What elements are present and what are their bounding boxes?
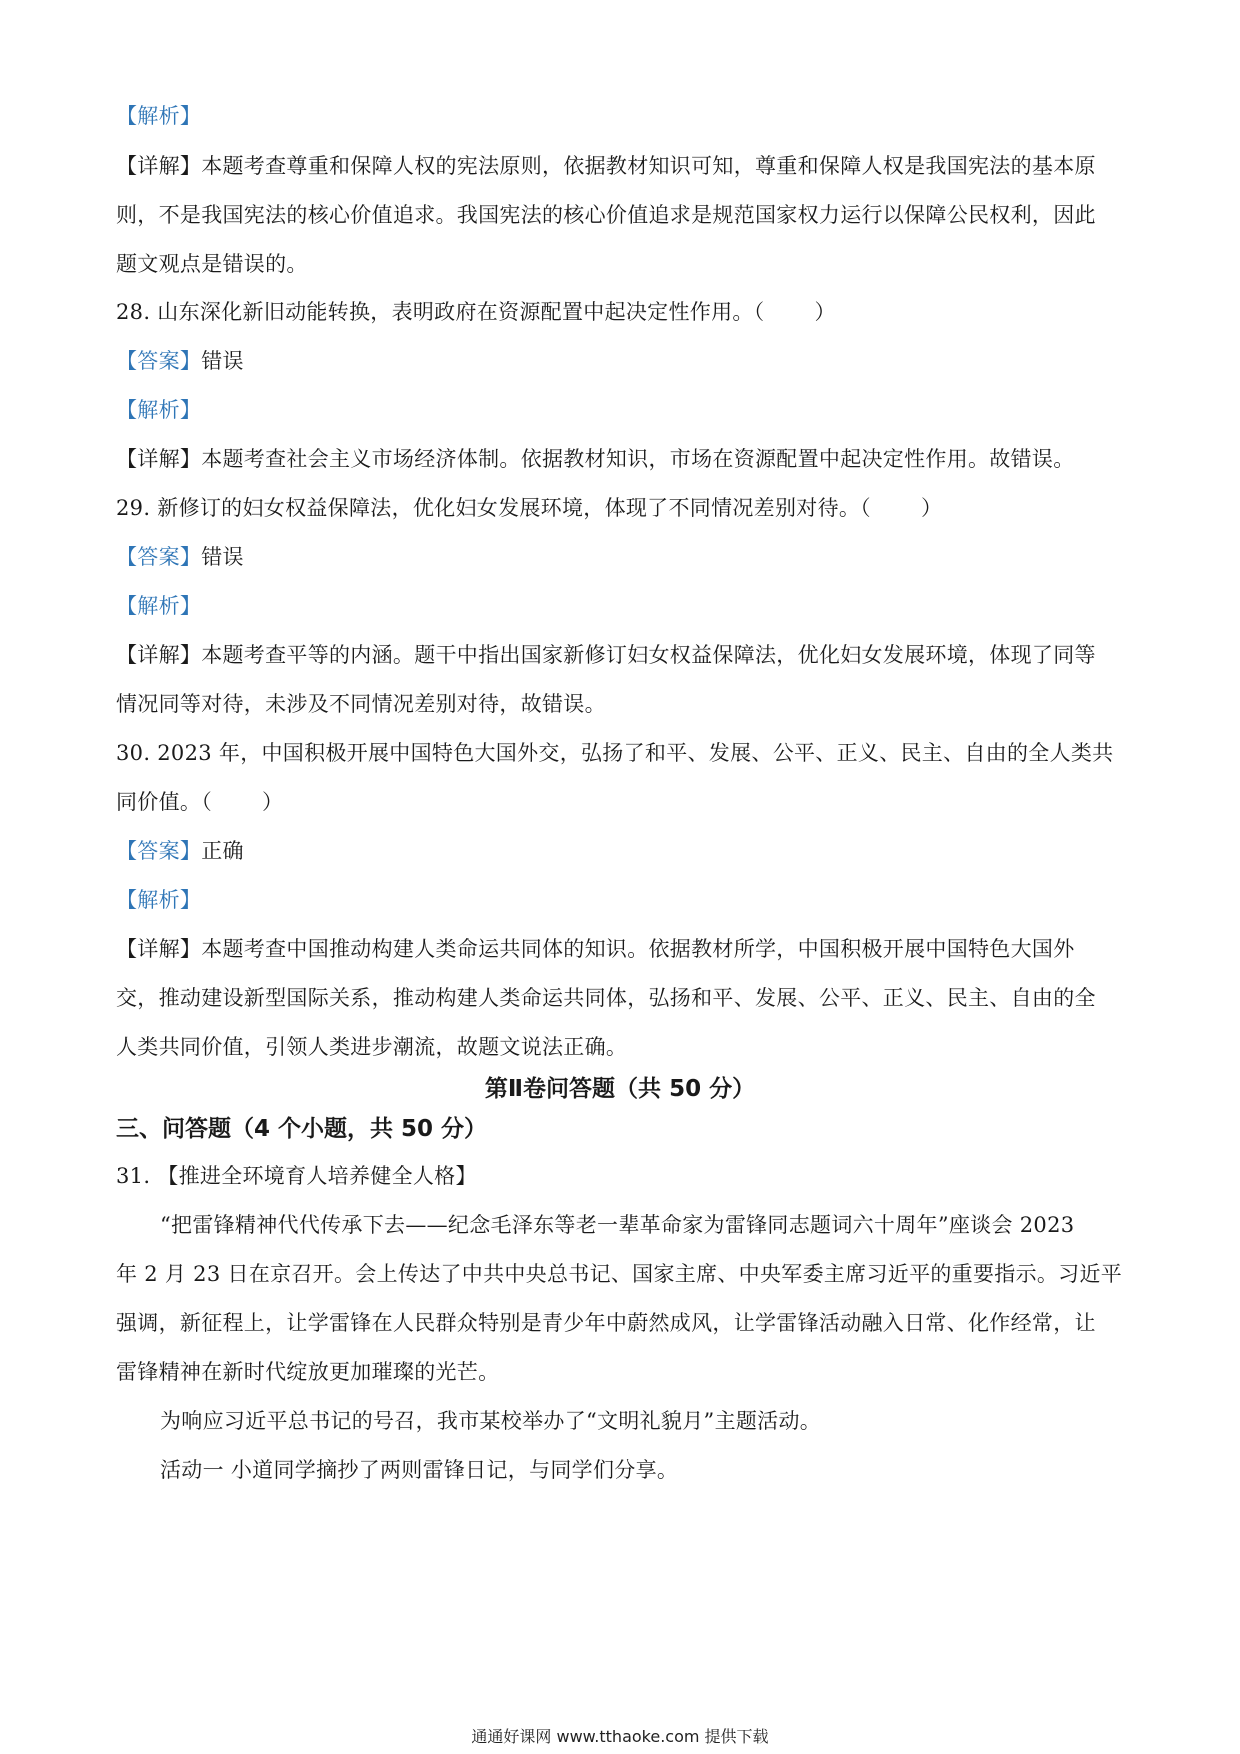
q29-analysis-tag: 【解析】 — [116, 594, 202, 618]
answer-value: 正确 — [201, 839, 244, 863]
detail-tag: 【详解】 — [116, 643, 202, 667]
answer-value: 错误 — [201, 349, 244, 373]
answer-tag: 【答案】 — [116, 839, 202, 863]
q30-question-line: 同价值。（ ） — [116, 790, 284, 814]
part2-title: 第Ⅱ卷问答题（共 50 分） — [484, 1076, 756, 1102]
q30-answer — [116, 836, 244, 866]
q30-detail-line: 交，推动建设新型国际关系，推动构建人类命运共同体，弘扬和平、发展、公平、正义、民主、自由的全 — [116, 986, 1096, 1010]
q28-answer — [116, 346, 244, 376]
q27-detail-line: 【详解】本题考查尊重和保障人权的宪法原则，依据教材知识可知，尊重和保障人权是我国宪法的基本原 — [116, 154, 1096, 178]
answer-value: 错误 — [201, 545, 244, 569]
q31-material-line: 年 2 月 23 日在京召开。会上传达了中共中央总书记、国家主席、中央军委主席习近平的重要指示。习近平 — [116, 1262, 1123, 1286]
q31-material-line: 强调，新征程上，让学雷锋在人民群众特别是青少年中蔚然成风，让学雷锋活动融入日常、化作经常，让 — [116, 1311, 1096, 1335]
q31-activity1: 活动一 小道同学摘抄了两则雷锋日记，与同学们分享。 — [160, 1458, 679, 1482]
q30-analysis-tag: 【解析】 — [116, 888, 202, 912]
q30-detail-line: 【详解】本题考查中国推动构建人类命运共同体的知识。依据教材所学，中国积极开展中国特色大国外 — [116, 937, 1075, 961]
q29-question: 29. 新修订的妇女权益保障法，优化妇女发展环境，体现了不同情况差别对待。（ ） — [116, 496, 943, 520]
detail-tag: 【详解】 — [116, 937, 202, 961]
footer-watermark: 通通好课网 www.tthaoke.com 提供下载 — [471, 1727, 769, 1746]
q30-question-line: 30. 2023 年，中国积极开展中国特色大国外交，弘扬了和平、发展、公平、正义、民主、自由的全人类共 — [116, 741, 1114, 765]
q30-detail-line: 人类共同价值，引领人类进步潮流，故题文说法正确。 — [116, 1035, 628, 1059]
q27-analysis-tag: 【解析】 — [116, 104, 202, 128]
q31-para2: 为响应习近平总书记的号召，我市某校举办了“文明礼貌月”主题活动。 — [160, 1409, 822, 1433]
q29-detail-line: 【详解】本题考查平等的内涵。题干中指出国家新修订妇女权益保障法，优化妇女发展环境，体现了同等 — [116, 643, 1096, 667]
q31-material-line: “把雷锋精神代代传承下去——纪念毛泽东等老一辈革命家为雷锋同志题词六十周年”座谈会 2023 — [160, 1213, 1075, 1237]
q31-heading: 31. 【推进全环境育人培养健全人格】 — [116, 1164, 477, 1188]
q29-detail-line: 情况同等对待，未涉及不同情况差别对待，故错误。 — [116, 692, 606, 716]
detail-tag: 【详解】 — [116, 447, 202, 471]
q28-analysis-tag: 【解析】 — [116, 398, 202, 422]
section-heading: 三、问答题（4 个小题，共 50 分） — [116, 1116, 488, 1142]
q27-detail-line: 题文观点是错误的。 — [116, 252, 308, 276]
q27-detail-line: 则，不是我国宪法的核心价值追求。我国宪法的核心价值追求是规范国家权力运行以保障公民权利，因此 — [116, 203, 1096, 227]
q28-question: 28. 山东深化新旧动能转换，表明政府在资源配置中起决定性作用。（ ） — [116, 300, 836, 324]
detail-tag: 【详解】 — [116, 154, 202, 178]
q28-detail-line: 【详解】本题考查社会主义市场经济体制。依据教材知识，市场在资源配置中起决定性作用。故错误。 — [116, 447, 1075, 471]
answer-tag: 【答案】 — [116, 349, 202, 373]
q29-answer — [116, 542, 244, 572]
q31-material-line: 雷锋精神在新时代绽放更加璀璨的光芒。 — [116, 1360, 500, 1384]
answer-tag: 【答案】 — [116, 545, 202, 569]
